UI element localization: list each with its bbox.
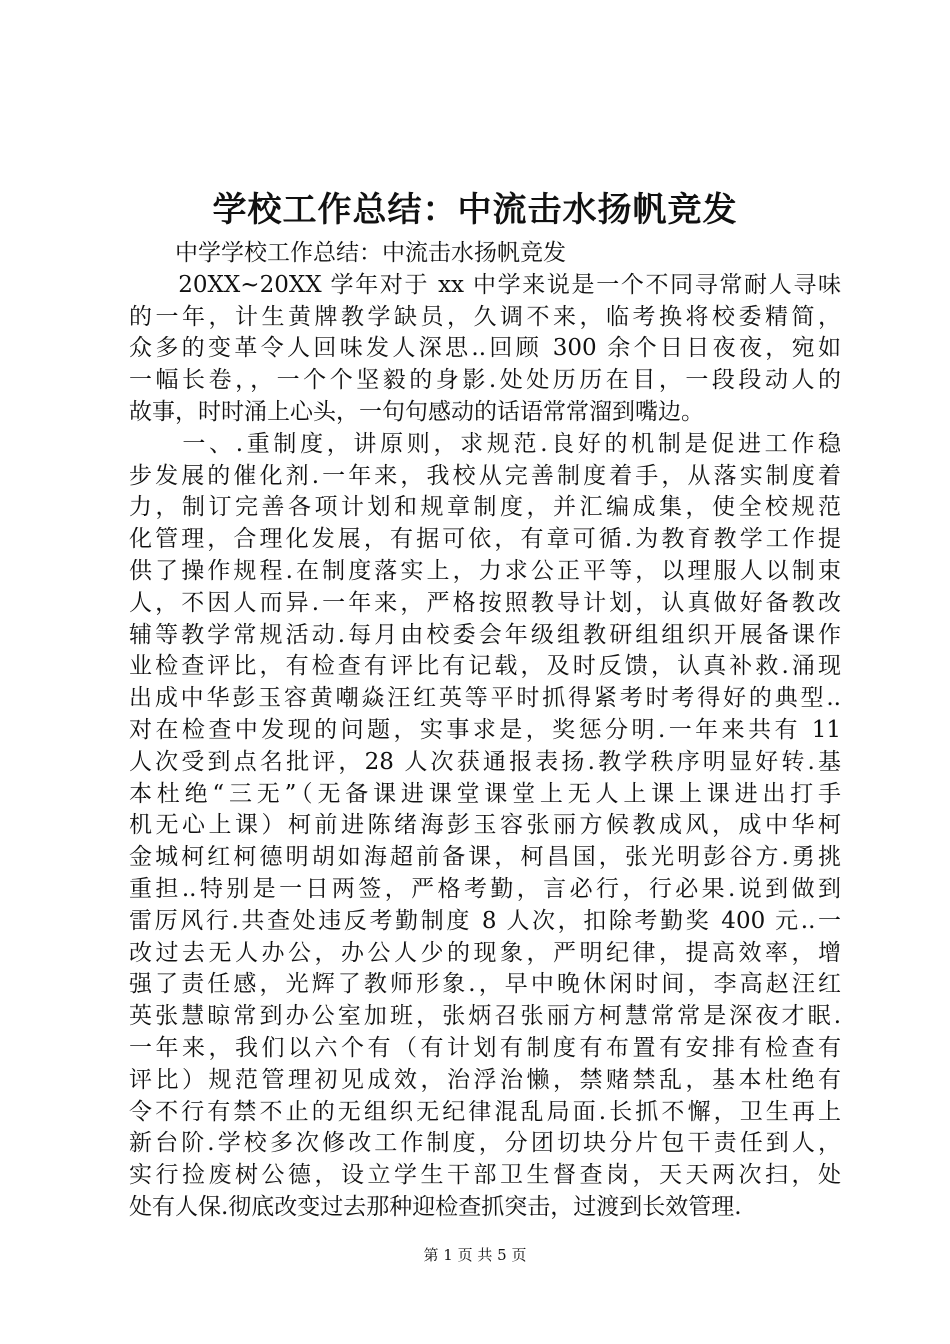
body-line: 的一年，计生黄牌教学缺员，久调不来，临考换将校委精简， [129, 303, 841, 330]
body-line: 人，不因人而异.一年来，严格按照教导计划，认真做好备教改 [129, 589, 841, 616]
body-line: 处有人保.彻底改变过去那种迎检查抓突击，过渡到长效管理. [129, 1193, 742, 1220]
body-line: 机无心上课）柯前进陈绪海彭玉容张丽方候教成风，成中华柯 [129, 812, 841, 839]
body-line: 步发展的催化剂.一年来，我校从完善制度着手，从落实制度着 [129, 462, 841, 489]
body-line: 强了责任感，光辉了教师形象.，早中晚休闲时间，李高赵汪红 [129, 971, 841, 998]
body-line: 众多的变革令人回味发人深思..回顾 300 余个日日夜夜，宛如 [129, 335, 841, 362]
body-line: 故事，时时涌上心头，一句句感动的话语常常溜到嘴边。 [129, 398, 704, 425]
body-line: 一年来，我们以六个有（有计划有制度有布置有安排有检查有 [129, 1034, 841, 1061]
body-line: 令不行有禁不止的无组织无纪律混乱局面.长抓不懈，卫生再上 [129, 1098, 841, 1125]
body-line: 金城柯红柯德明胡如海超前备课，柯昌国，张光明彭谷方.勇挑 [129, 844, 841, 871]
body-line: 化管理，合理化发展，有据可依，有章可循.为教育教学工作提 [129, 526, 841, 553]
body-line: 一幅长卷，，一个个坚毅的身影.处处历历在目，一段段动人的 [129, 367, 841, 394]
body-line: 人次受到点名批评，28 人次获通报表扬.教学秩序明显好转.基 [129, 748, 841, 775]
body-line: 重担..特别是一日两签，严格考勤，言必行，行必果.说到做到 [129, 875, 841, 902]
body-line: 中学学校工作总结：中流击水扬帆竞发 [129, 240, 566, 266]
body-line: 雷厉风行.共查处违反考勤制度 8 人次，扣除考勤奖 400 元..一 [129, 907, 841, 934]
body-line: 评比）规范管理初见成效，治浮治懒，禁赌禁乱，基本杜绝有 [129, 1066, 841, 1093]
body-line: 力，制订完善各项计划和规章制度，并汇编成集，使全校规范 [129, 494, 841, 521]
body-line: 新台阶.学校多次修改工作制度，分团切块分片包干责任到人， [129, 1130, 841, 1157]
body-line: 一、.重制度，讲原则，求规范.良好的机制是促进工作稳 [129, 430, 841, 457]
body-line: 改过去无人办公，办公人少的现象，严明纪律，提高效率，增 [129, 939, 841, 966]
body-line: 20XX~20XX 学年对于 xx 中学来说是一个不同寻常耐人寻味 [129, 271, 841, 298]
body-line: 英张慧晾常到办公室加班，张炳召张丽方柯慧常常是深夜才眠. [129, 1003, 841, 1030]
body-line: 出成中华彭玉容黄嘲焱汪红英等平时抓得紧考时考得好的典型.. [129, 685, 841, 712]
page-footer: 第 1 页 共 5 页 [423, 1246, 527, 1264]
body-line: 对在检查中发现的问题，实事求是，奖惩分明.一年来共有 11 [129, 716, 841, 743]
body-line: 辅等教学常规活动.每月由校委会年级组教研组组织开展备课作 [129, 621, 841, 648]
body-line: 实行捡废树公德，设立学生干部卫生督查岗，天天两次扫，处 [129, 1162, 841, 1189]
body-line: 供了操作规程.在制度落实上，力求公正平等，以理服人以制束 [129, 557, 841, 584]
document-body [129, 238, 841, 1224]
document-title: 学校工作总结：中流击水扬帆竞发 [212, 190, 738, 230]
body-line: 业检查评比，有检查有评比有记载，及时反馈，认真补救.涌现 [129, 653, 841, 680]
body-line: 本杜绝“三无”（无备课进课堂课堂上无人上课上课进出打手 [129, 780, 841, 807]
